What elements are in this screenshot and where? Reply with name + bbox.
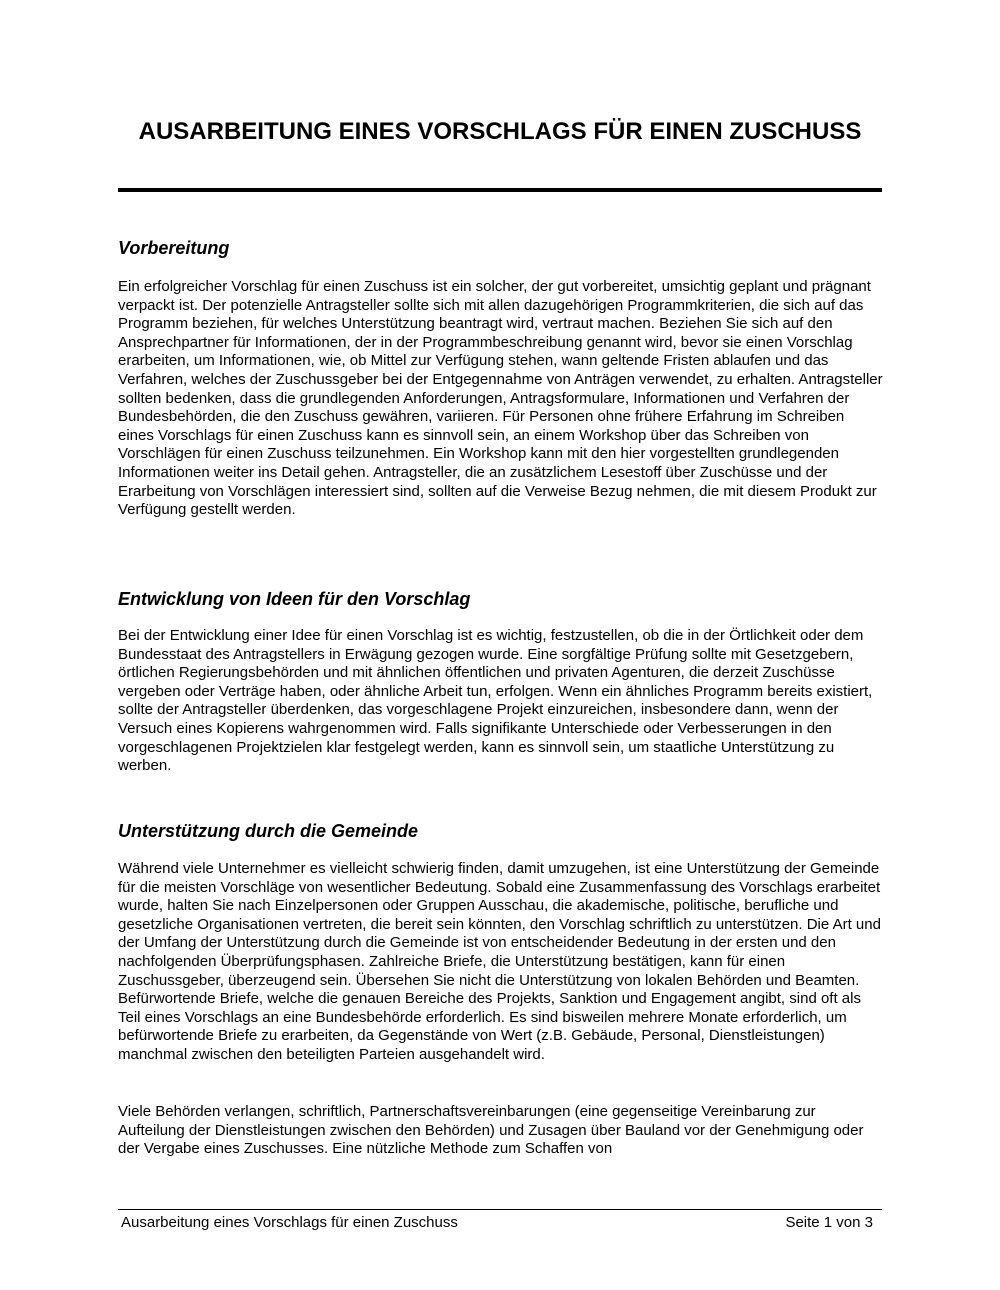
section-paragraph: Ein erfolgreicher Vorschlag für einen Zuschuss ist ein solcher, der gut vorbereitet, umsichtig geplant und prägnant verpackt ist. Der potenzielle Antragsteller sollte sich mit allen dazugehörigen Programmkriterien, die sich auf das Programm beziehen, für welches Unterstützung beantragt wird, vertraut machen. Beziehen Sie sich auf den Ansprechpartner für Informationen, der in der Programmbeschreibung genannt wird, bevor sie einen Vorschlag erarbeiten, um Informationen, wie, ob Mittel zur Verfügung stehen, wann geltende Fristen ablaufen und das Verfahren, welches der Zuschussgeber bei der Entgegennahme von Anträgen verwendet, zu erhalten. Antragsteller sollten bedenken, dass die grundlegenden Anforderungen, Antragsformulare, Informationen und Verfahren der Bundesbehörden, die den Zuschuss gewähren, variieren. Für Personen ohne frühere Erfahrung im Schreiben eines Vorschlags für einen Zuschuss kann es sinnvoll sein, an einem Workshop über das Schreiben von Vorschlägen für einen Zuschuss teilzunehmen. Ein Workshop kann mit den hier vorgestellten grundlegenden Informationen weiter ins Detail gehen. Antragsteller, die an zusätzlichem Lesestoff über Zuschüsse und der Erarbeitung von Vorschlägen interessiert sind, sollten auf die Verweise Bezug nehmen, die mit diesem Produkt zur Verfügung gestellt werden.	[118, 278, 883, 519]
footer-document-title: Ausarbeitung eines Vorschlags für einen Zuschuss	[121, 1214, 458, 1231]
section-paragraph: Viele Behörden verlangen, schriftlich, Partnerschaftsvereinbarungen (eine gegenseitige Vereinbarung zur Aufteilung der Dienstleistungen zwischen den Behörden) und Zusagen über Bauland vor der Genehmigung oder der Vergabe eines Zuschusses. Eine nützliche Methode zum Schaffen von	[118, 1103, 864, 1158]
section-heading-vorbereitung: Vorbereitung	[118, 238, 230, 258]
footer-page-number: Seite 1 von 3	[785, 1214, 873, 1231]
footer-divider	[118, 1209, 882, 1210]
section-paragraph: Bei der Entwicklung einer Idee für einen Vorschlag ist es wichtig, festzustellen, ob die in der Örtlichkeit oder dem Bundesstaat des Antragstellers in Erwägung gezogen wurde. Eine sorgfältige Prüfung sollte mit Gesetzgebern, örtlichen Regierungsbehörden und mit ähnlichen öffentlichen und privaten Agenturen, die derzeit Zuschüsse vergeben oder Verträge haben, oder ähnliche Arbeit tun, erfolgen. Wenn ein ähnliches Programm bereits existiert, sollte der Antragsteller überdenken, das vorgeschlagene Projekt einzureichen, insbesondere dann, wenn der Versuch eines Kopierens wahrgenommen wird. Falls signifikante Unterschiede oder Verbesserungen in den vorgeschlagenen Projektzielen klar festgelegt werden, kann es sinnvoll sein, um staatliche Unterstützung zu werben.	[118, 627, 873, 775]
title-divider	[118, 188, 882, 192]
section-paragraph: Während viele Unternehmer es vielleicht schwierig finden, damit umzugehen, ist eine Unterstützung der Gemeinde für die meisten Vorschläge von wesentlicher Bedeutung. Sobald eine Zusammenfassung des Vorschlags erarbeitet wurde, halten Sie nach Einzelpersonen oder Gruppen Ausschau, die akademische, politische, berufliche und gesetzliche Organisationen vertreten, die bereit sein könnten, den Vorschlag schriftlich zu unterstützen. Die Art und der Umfang der Unterstützung durch die Gemeinde ist von entscheidender Bedeutung in der ersten und den nachfolgenden Überprüfungsphasen. Zahlreiche Briefe, die Unterstützung bestätigen, kann für einen Zuschussgeber, überzeugend sein. Übersehen Sie nicht die Unterstützung von lokalen Behörden und Beamten. Befürwortende Briefe, welche die genauen Bereiche des Projekts, Sanktion und Engagement angibt, sind oft als Teil eines Vorschlags an eine Bundesbehörde erforderlich. Es sind bisweilen mehrere Monate erforderlich, um befürwortende Briefe zu erarbeiten, da Gegenstände von Wert (z.B. Gebäude, Personal, Dienstleistungen) manchmal zwischen den beteiligten Parteien ausgehandelt wird.	[118, 860, 881, 1063]
section-heading-ideen: Entwicklung von Ideen für den Vorschlag	[118, 589, 471, 609]
section-heading-gemeinde: Unterstützung durch die Gemeinde	[118, 821, 419, 841]
document-title: AUSARBEITUNG EINES VORSCHLAGS FÜR EINEN ZUSCHUSS	[138, 118, 862, 145]
